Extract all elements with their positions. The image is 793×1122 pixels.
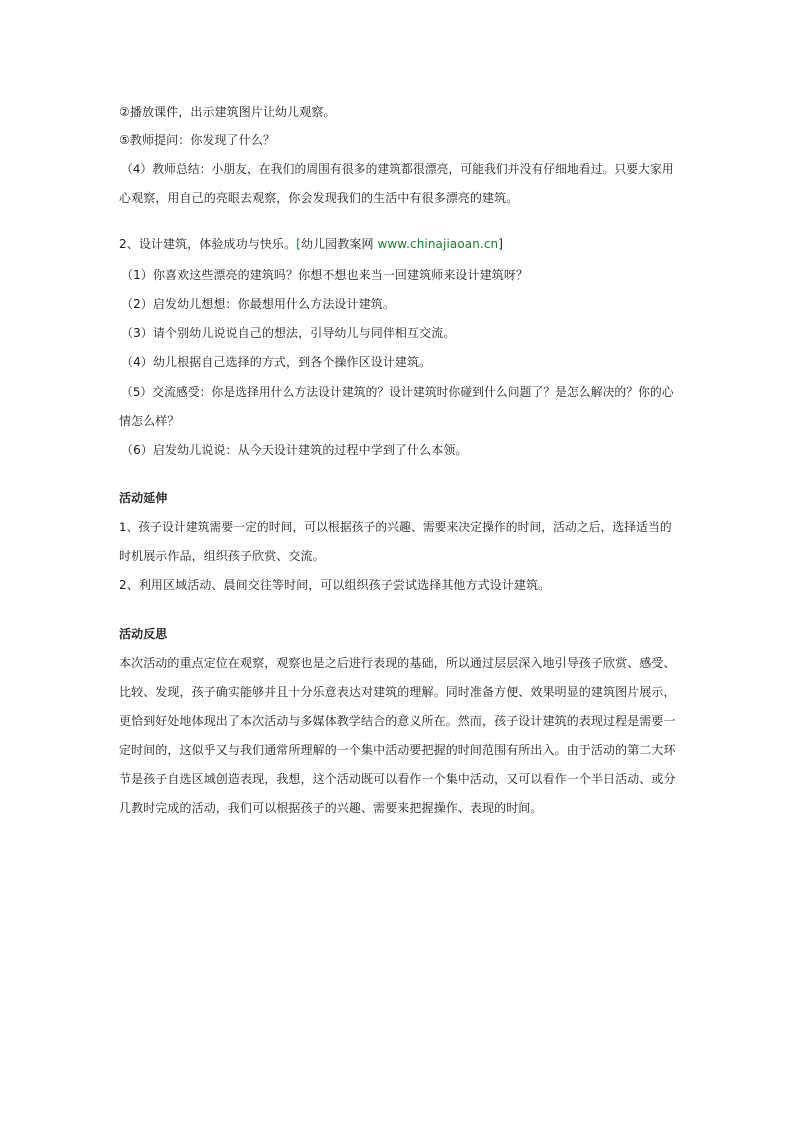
extension-line: 2、利用区域活动、晨间交往等时间，可以组织孩子尝试选择其他方式设计建筑。 <box>119 578 551 592</box>
reflection-line: 节是孩子自选区域创造表现，我想，这个活动既可以看作一个集中活动，又可以看作一个半日活动、或分 <box>119 772 676 786</box>
source-bracket-close: ] <box>498 237 504 251</box>
section-2-title-text: 2、设计建筑，体验成功与快乐。 <box>119 237 297 251</box>
section-2-item: （6）启发幼儿说说：从今天设计建筑的过程中学到了什么本领。 <box>121 443 468 457</box>
step-line: 心观察，用自己的亮眼去观察，你会发现我们的生活中有很多漂亮的建筑。 <box>119 191 519 205</box>
section-2-title <box>119 236 503 252</box>
reflection-line: 本次活动的重点定位在观察，观察也是之后进行表现的基础，所以通过层层深入地引导孩子欣赏、感受、 <box>119 656 676 670</box>
step-line: ②播放课件，出示建筑图片让幼儿观察。 <box>119 105 336 119</box>
step-line: ⑤教师提问：你发现了什么？ <box>119 133 276 147</box>
section-2-item: （1）你喜欢这些漂亮的建筑吗？你想不想也来当一回建筑师来设计建筑呀？ <box>121 268 529 282</box>
extension-heading: 活动延伸 <box>119 491 168 505</box>
extension-line: 时机展示作品，组织孩子欣赏、交流。 <box>119 549 325 563</box>
reflection-line: 几教时完成的活动，我们可以根据孩子的兴趣、需要来把握操作、表现的时间。 <box>119 801 543 815</box>
section-2-item: 情怎么样？ <box>119 414 180 428</box>
section-2-item: （5）交流感受：你是选择用什么方法设计建筑的？设计建筑时你碰到什么问题了？是怎么解决的？你的心 <box>121 385 674 399</box>
step-line: （4）教师总结：小朋友，在我们的周围有很多的建筑都很漂亮，可能我们并没有仔细地看过。只要大家用 <box>121 162 674 176</box>
reflection-line: 定时间的，这似乎又与我们通常所理解的一个集中活动要把握的时间范围有所出入。由于活动的第二大环 <box>119 743 676 757</box>
section-2-item: （2）启发幼儿想想：你最想用什么方法设计建筑。 <box>121 297 395 311</box>
reflection-line: 更恰到好处地体现出了本次活动与多媒体教学结合的意义所在。然而，孩子设计建筑的表现过程是需要一 <box>119 714 676 728</box>
source-bracket-open: [ <box>296 237 301 251</box>
section-2-item: （3）请个别幼儿说说自己的想法，引导幼儿与同伴相互交流。 <box>121 326 456 340</box>
reflection-line: 比较、发现，孩子确实能够并且十分乐意表达对建筑的理解。同时准备方便、效果明显的建筑图片展示， <box>119 685 676 699</box>
source-site-name: 幼儿园教案网 <box>300 237 374 251</box>
section-2-item: （4）幼儿根据自己选择的方式，到各个操作区设计建筑。 <box>121 355 432 369</box>
extension-line: 1、孩子设计建筑需要一定的时间，可以根据孩子的兴趣、需要来决定操作的时间，活动之后，选择适当的 <box>119 520 672 534</box>
source-url-link[interactable]: www.chinajiaoan.cn <box>373 237 499 251</box>
reflection-heading: 活动反思 <box>119 627 168 641</box>
